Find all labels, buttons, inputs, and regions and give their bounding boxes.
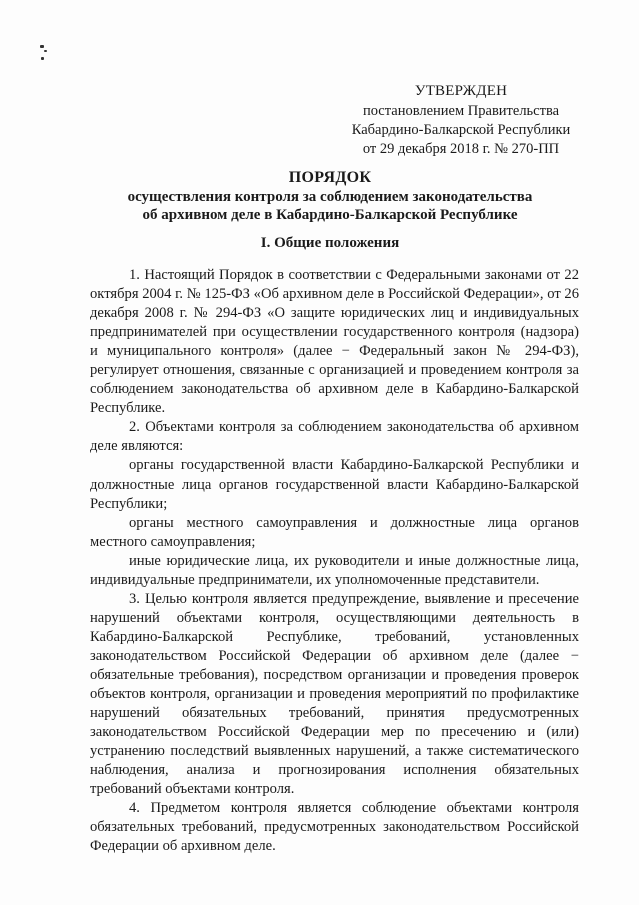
scan-speck (44, 50, 47, 52)
paragraph: 4. Предметом контроля является соблюдение объектами контроля обязательных требований, предусмотренных законодательством Российской Федерации об архивном деле. (90, 800, 579, 855)
paragraph: 2. Объектами контроля за соблюдением законодательства об архивном деле являются: (90, 419, 579, 455)
scan-speck (40, 45, 44, 48)
paragraph: органы местного самоуправления и должностные лица органов местного самоуправления; (90, 514, 579, 550)
title-main: ПОРЯДОК (288, 169, 372, 186)
approval-heading: УТВЕРЖДЕН (414, 83, 508, 99)
paragraph: 3. Целью контроля является предупреждение, выявление и пресечение нарушений объектами контроля, осуществляющими деятельность в Кабардино-Балкарской Республике, требований, установленных законодательством Российской Федерации об архивном деле (далее − обязательные требования), посредством организации и проведения проверок объектов контроля, организации и проведения мероприятий по профилактике нарушений обязательных требований, принятия предусмотренных законодательством Российской Федерации мер по пресечению и (или) устранению последствий выявленных нарушений, а также систематического наблюдения, анализа и прогнозирования исполнения обязательных требований объектами контроля. (90, 590, 579, 798)
paragraph: органы государственной власти Кабардино-Балкарской Республики и должностные лица органов государственной власти Кабардино-Балкарской Республики; (90, 457, 579, 512)
approval-line: постановлением Правительства (362, 103, 560, 119)
approval-line: от 29 декабря 2018 г. № 270-ПП (362, 141, 560, 157)
title-sub: осуществления контроля за соблюдением законодательства (127, 189, 533, 205)
document-title (90, 168, 570, 224)
paragraph: 1. Настоящий Порядок в соответствии с Федеральными законами от 22 октября 2004 г. № 125-ФЗ «Об архивном деле в Российской Федерации», от 26 декабря 2008 г. № 294-ФЗ «О защите юридических лиц и индивидуальных предпринимателей при осуществлении государственного контроля (надзора) и муниципального контроля» (далее − Федеральный закон № 294-ФЗ), регулирует отношения, связанные с организацией и проведением контроля за соблюдением законодательства об архивном деле в Кабардино-Балкарской Республике. (90, 267, 579, 417)
scan-speck (41, 57, 44, 60)
approval-stamp (336, 82, 586, 159)
paragraph: иные юридические лица, их руководители и иные должностные лица, индивидуальные предприниматели, их уполномоченные представители. (90, 552, 579, 588)
document-body (90, 266, 579, 856)
title-sub: об архивном деле в Кабардино-Балкарской Республике (142, 207, 518, 223)
section-heading: I. Общие положения (260, 235, 400, 251)
approval-line: Кабардино-Балкарской Республики (351, 122, 571, 138)
